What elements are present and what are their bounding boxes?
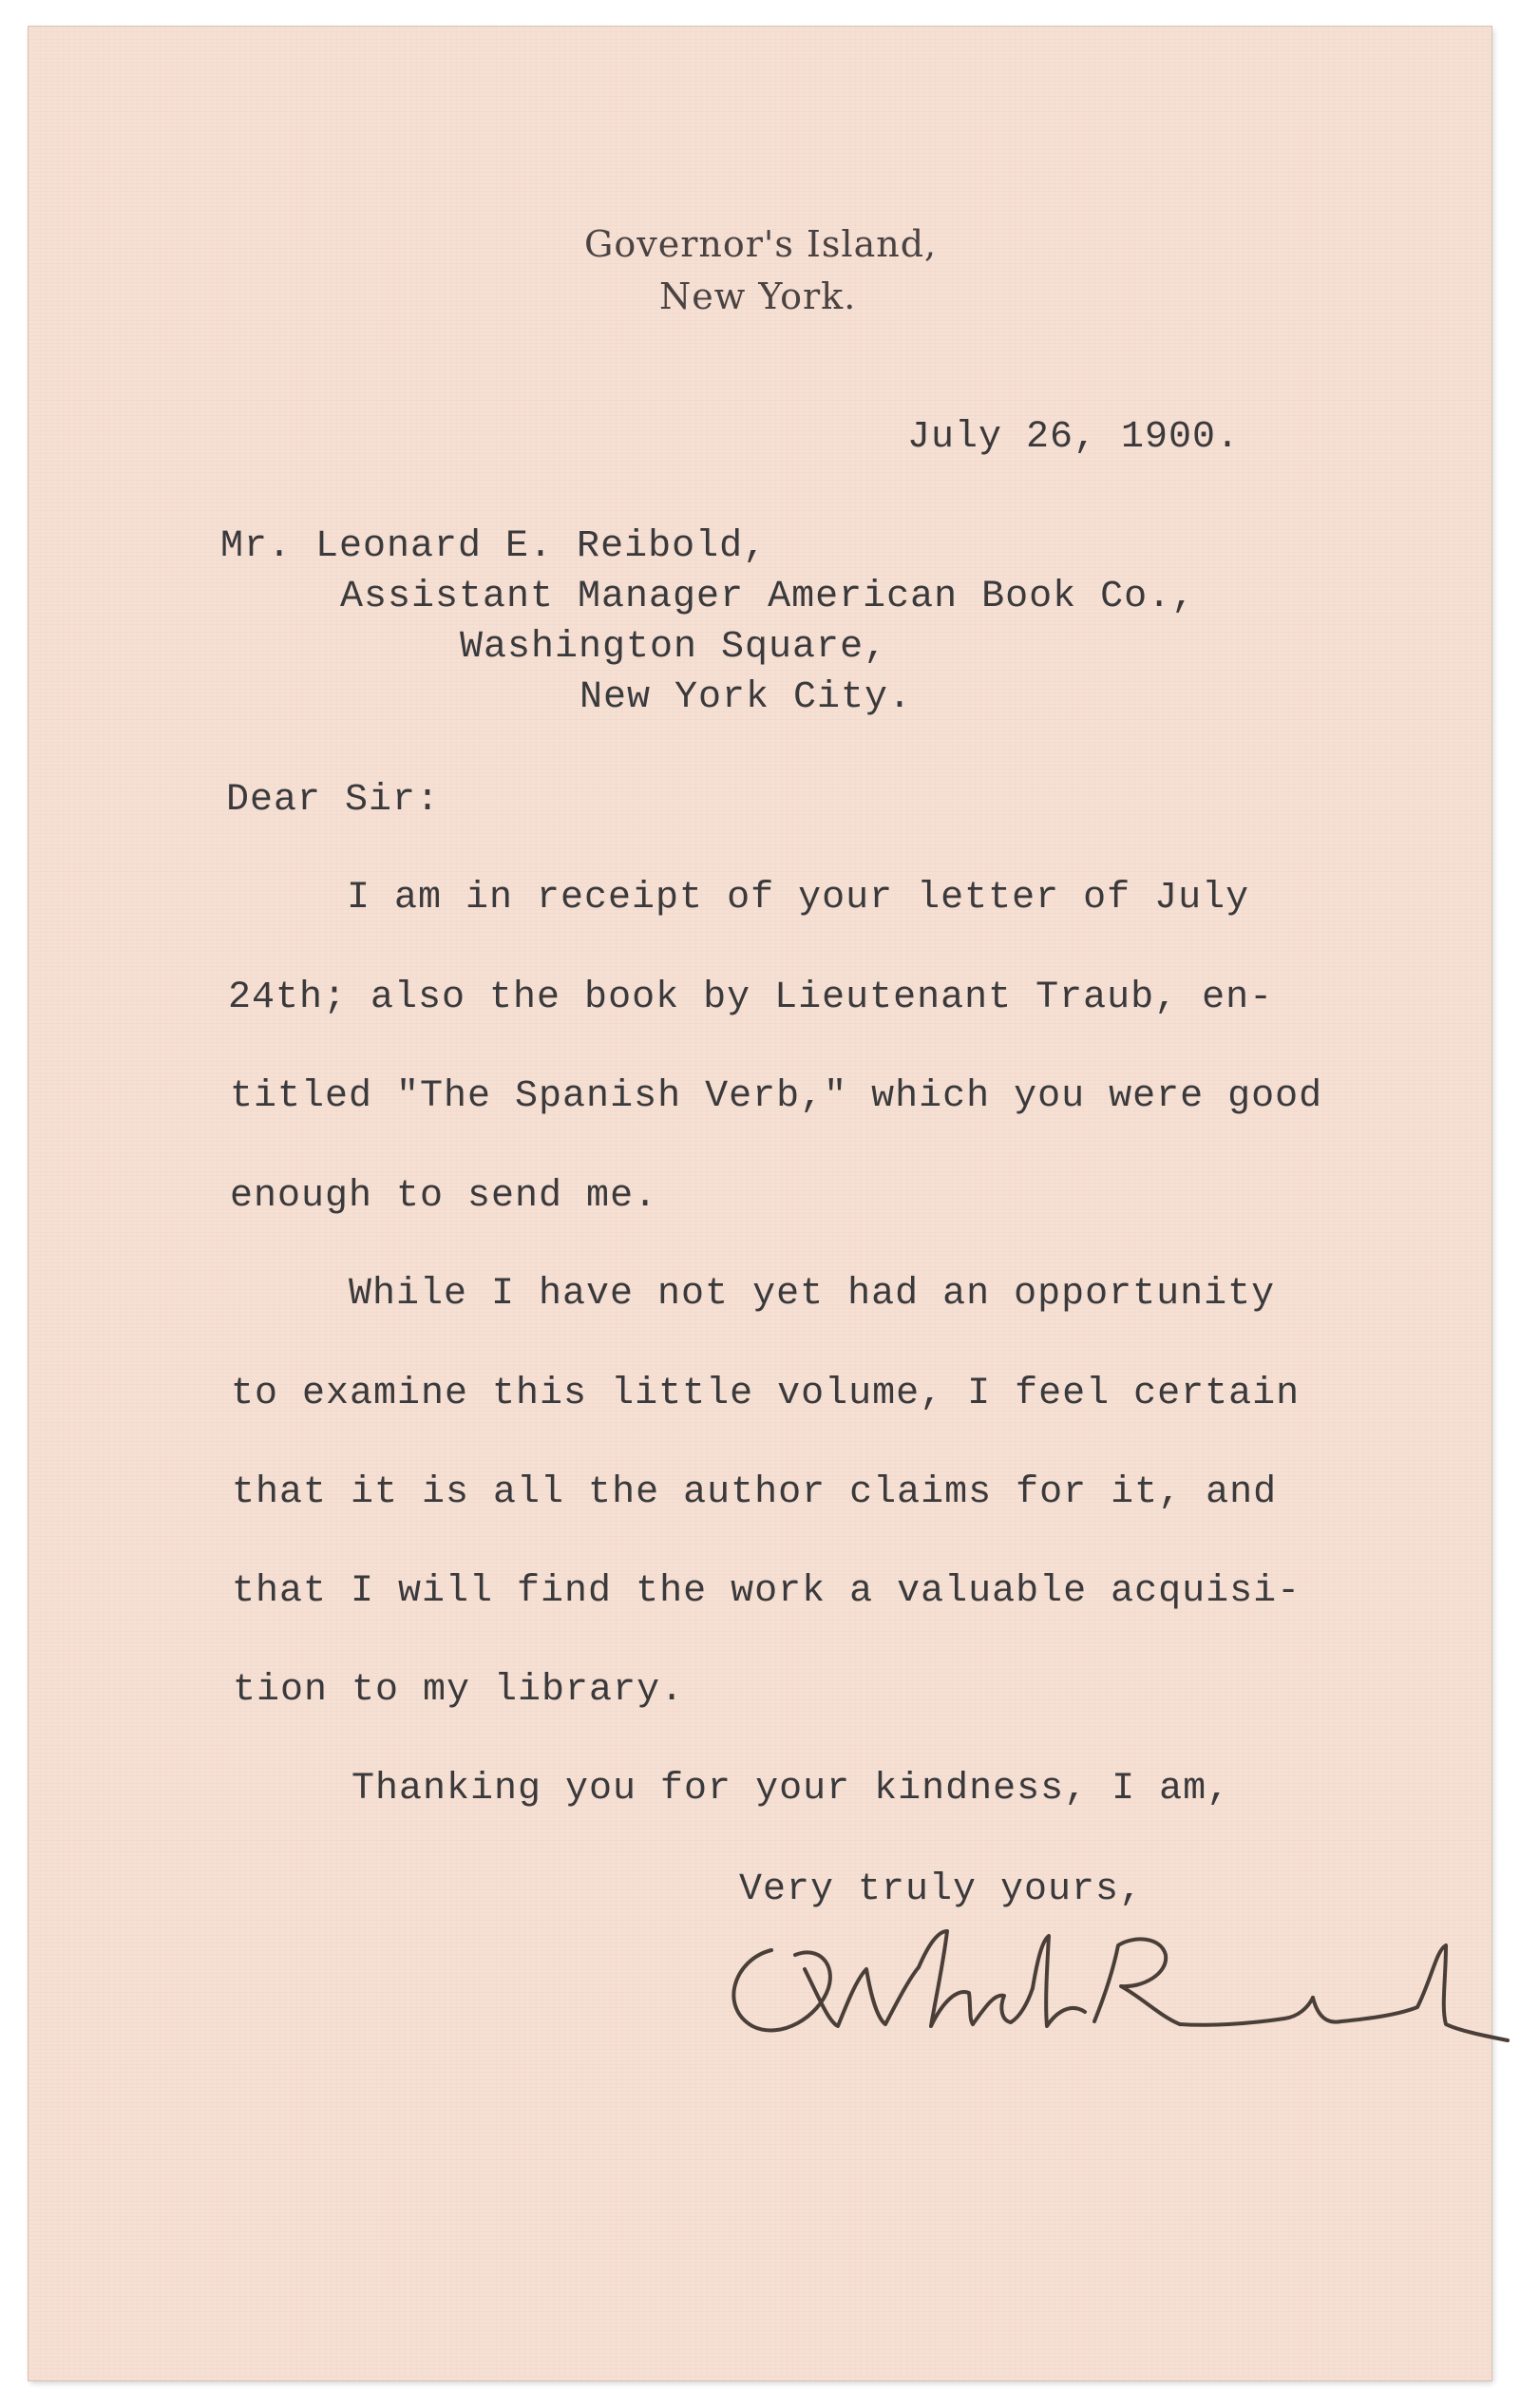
body-paragraph-2-line-1: While I have not yet had an opportunity bbox=[349, 1273, 1276, 1316]
letterhead-line-2: New York. bbox=[659, 275, 857, 317]
salutation: Dear Sir: bbox=[226, 779, 441, 822]
body-paragraph-2-line-5: tion to my library. bbox=[233, 1669, 685, 1712]
body-paragraph-3: Thanking you for your kindness, I am, bbox=[352, 1768, 1231, 1811]
body-paragraph-1-line-3: titled "The Spanish Verb," which you were good bbox=[230, 1075, 1323, 1118]
letter-date: July 26, 1900. bbox=[907, 416, 1241, 459]
recipient-name: Mr. Leonard E. Reibold, bbox=[220, 525, 768, 568]
letter-sheet bbox=[28, 27, 1492, 2380]
closing: Very truly yours, bbox=[739, 1868, 1144, 1911]
body-paragraph-1-line-1: I am in receipt of your letter of July bbox=[347, 877, 1250, 920]
body-paragraph-1-line-2: 24th; also the book by Lieutenant Traub, en- bbox=[228, 976, 1274, 1019]
body-paragraph-1-line-4: enough to send me. bbox=[230, 1175, 658, 1218]
body-paragraph-2-line-3: that it is all the author claims for it, and bbox=[232, 1471, 1278, 1514]
recipient-city: New York City. bbox=[580, 676, 913, 719]
recipient-title: Assistant Manager American Book Co., bbox=[340, 576, 1196, 618]
recipient-street: Washington Square, bbox=[460, 626, 888, 669]
handwritten-signature bbox=[714, 1912, 1512, 2064]
body-paragraph-2-line-4: that I will find the work a valuable acquisi- bbox=[232, 1570, 1302, 1613]
body-paragraph-2-line-2: to examine this little volume, I feel certain bbox=[231, 1373, 1301, 1415]
letterhead-line-1: Governor's Island, bbox=[584, 223, 938, 265]
